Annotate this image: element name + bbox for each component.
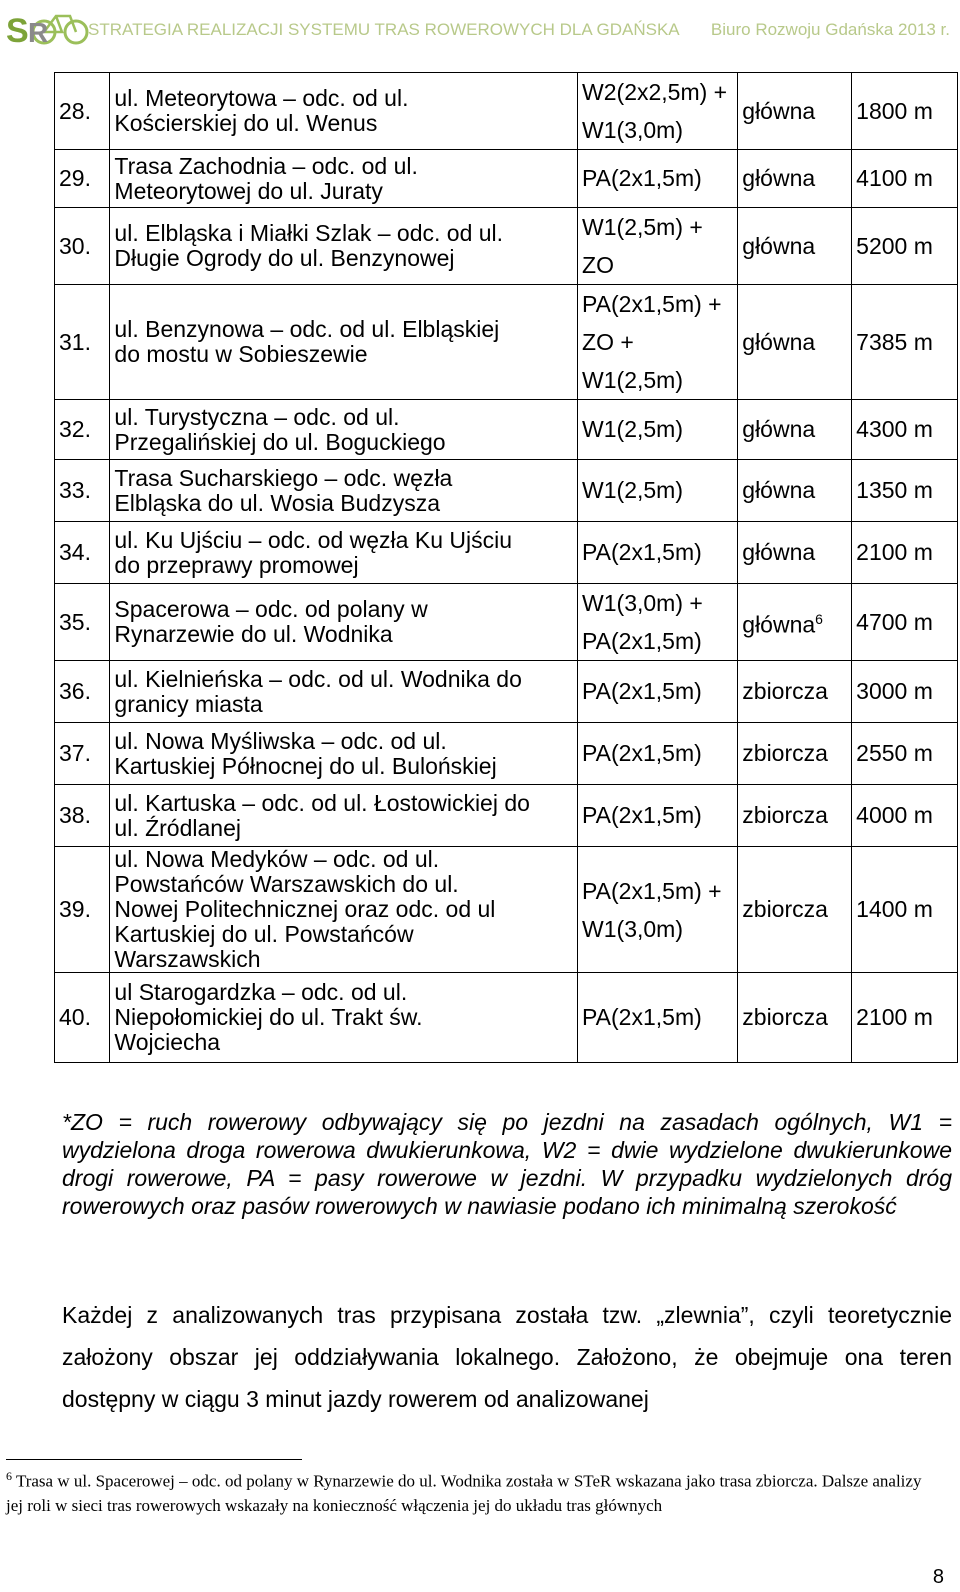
route-name-line: Trasa Sucharskiego – odc. węzła — [114, 464, 453, 491]
table-row — [55, 522, 958, 584]
route-class — [738, 584, 852, 661]
route-length: 2100 m — [852, 522, 958, 584]
table-row — [55, 785, 958, 847]
route-name-line: Rynarzewie do ul. Wodnika — [114, 621, 393, 647]
row-number: 31. — [55, 285, 110, 400]
route-name-line: ul. Meteorytowa – odc. od ul. — [114, 85, 409, 111]
route-name-line: Kartuskiej Północnej do ul. Bulońskiej — [114, 752, 497, 779]
route-type — [578, 785, 738, 847]
route-type-line: ZO + — [582, 329, 634, 355]
route-type — [578, 208, 738, 285]
route-class-label: główna — [742, 416, 816, 442]
route-class — [738, 522, 852, 584]
table-row — [55, 723, 958, 785]
route-name-line: granicy miasta — [114, 690, 263, 717]
route-name-line: do przeprawy promowej — [114, 551, 359, 578]
route-name-line: Trasa Zachodnia – odc. od ul. — [114, 152, 418, 179]
route-name-line: ul. Kielnieńska – odc. od ul. Wodnika do — [114, 665, 522, 692]
legend-note: *ZO = ruch rowerowy odbywający się po jezdni na zasadach ogólnych, W1 = wydzielona droga rowerowa dwukierunkowa, W2 = dwie wydzielone dwukierunkowe drogi rowerowe, PA = pasy rowerowe w jezdni. W przypadku wydzielonych dróg rowerowych oraz pasów rowerowych w nawiasie podano ich minimalną szerokość — [62, 1109, 952, 1219]
route-type-line: PA(2x1,5m) — [582, 1004, 702, 1030]
route-length: 4700 m — [852, 584, 958, 661]
table-row — [55, 847, 958, 973]
route-type — [578, 150, 738, 208]
route-length: 2550 m — [852, 723, 958, 785]
table-row — [55, 661, 958, 723]
route-name-line: ul. Ku Ujściu – odc. od węzła Ku Ujściu — [114, 526, 512, 553]
row-number: 28. — [55, 73, 110, 150]
route-name-line: Elbląska do ul. Wosia Budzysza — [114, 489, 440, 516]
table-row — [55, 973, 958, 1063]
table-row — [55, 400, 958, 460]
route-type-line: PA(2x1,5m) + — [582, 877, 722, 904]
route-name-line: Meteorytowej do ul. Juraty — [114, 177, 383, 204]
route-class — [738, 973, 852, 1063]
row-number: 38. — [55, 785, 110, 847]
route-name-line: Powstańców Warszawskich do ul. — [114, 871, 459, 897]
page-number: 8 — [932, 1566, 944, 1588]
route-type — [578, 400, 738, 460]
route-class-label: zbiorcza — [742, 802, 828, 828]
route-length: 1800 m — [852, 73, 958, 150]
row-number: 36. — [55, 661, 110, 723]
route-name — [110, 285, 578, 400]
route-type-line: PA(2x1,5m) + — [582, 291, 722, 317]
route-class — [738, 785, 852, 847]
route-name-line: Spacerowa – odc. od polany w — [114, 596, 428, 622]
row-number: 37. — [55, 723, 110, 785]
route-name — [110, 723, 578, 785]
route-name-line: ul. Benzynowa – odc. od ul. Elbląskiej — [114, 316, 500, 342]
route-class — [738, 400, 852, 460]
route-type — [578, 584, 738, 661]
route-name-line: Niepołomickiej do ul. Trakt św. — [114, 1004, 423, 1030]
route-type-line: W1(2,5m) + — [582, 214, 703, 240]
route-name — [110, 150, 578, 208]
route-type — [578, 973, 738, 1063]
route-name — [110, 208, 578, 285]
route-name-line: ul. Nowa Medyków – odc. od ul. — [114, 846, 440, 872]
route-class — [738, 208, 852, 285]
route-type — [578, 847, 738, 973]
route-class-label: główna — [742, 328, 816, 355]
route-type — [578, 661, 738, 723]
document-title: STRATEGIA REALIZACJI SYSTEMU TRAS ROWEROWYCH DLA GDAŃSKA — [88, 20, 680, 39]
route-type-line: PA(2x1,5m) — [582, 539, 702, 565]
route-length: 4300 m — [852, 400, 958, 460]
route-name — [110, 785, 578, 847]
route-type-line: PA(2x1,5m) — [582, 628, 702, 654]
route-length: 4000 m — [852, 785, 958, 847]
route-class-label: główna — [742, 611, 816, 638]
route-name — [110, 522, 578, 584]
route-type-line: PA(2x1,5m) — [582, 802, 702, 828]
route-length: 7385 m — [852, 285, 958, 400]
table-row — [55, 584, 958, 661]
route-type-line: PA(2x1,5m) — [582, 678, 702, 704]
footnote — [6, 1464, 926, 1518]
route-name — [110, 584, 578, 661]
routes-table — [54, 72, 958, 1063]
footnote-text: Trasa w ul. Spacerowej – odc. od polany w Rynarzewie do ul. Wodnika została w STeR wskazana jako trasa zbiorcza. Dalsze analizy jej roli w sieci tras rowerowych wskazały na konieczność włączenia jej do układu tras głównych — [6, 1471, 922, 1515]
route-class — [738, 285, 852, 400]
route-type-line: W1(2,5m) — [582, 477, 683, 503]
route-name — [110, 847, 578, 973]
route-class-label: główna — [742, 539, 816, 565]
route-class-label: główna — [742, 477, 816, 503]
route-length: 1400 m — [852, 847, 958, 973]
route-class — [738, 723, 852, 785]
route-length: 2100 m — [852, 973, 958, 1063]
route-class — [738, 661, 852, 723]
row-number: 35. — [55, 584, 110, 661]
route-type-line: W1(3,0m) — [582, 117, 683, 143]
route-name-line: Przegalińskiej do ul. Boguckiego — [114, 428, 446, 455]
route-name-line: ul. Elbląska i Miałki Szlak – odc. od ul. — [114, 220, 504, 246]
footnote-divider — [6, 1459, 302, 1460]
route-type-line: W1(3,0m) — [582, 915, 683, 942]
route-name-line: Kartuskiej do ul. Powstańców — [114, 921, 414, 947]
route-class-label: główna — [742, 232, 816, 259]
svg-text:R: R — [28, 17, 49, 46]
route-name — [110, 400, 578, 460]
route-name-line: Wojciecha — [114, 1029, 221, 1055]
route-name — [110, 73, 578, 150]
page-header — [0, 0, 960, 62]
route-class — [738, 73, 852, 150]
route-name — [110, 460, 578, 522]
route-type — [578, 723, 738, 785]
footnote-mark: 6 — [6, 1469, 12, 1483]
route-class-label: zbiorcza — [742, 740, 828, 766]
route-type-line: W2(2x2,5m) + — [582, 79, 728, 105]
route-name-line: Nowej Politechnicznej oraz odc. od ul — [114, 896, 496, 922]
row-number: 32. — [55, 400, 110, 460]
route-length: 1350 m — [852, 460, 958, 522]
route-type-line: ZO — [582, 252, 614, 278]
route-name-line: ul Starogardzka – odc. od ul. — [114, 979, 408, 1005]
route-class-label: zbiorcza — [742, 896, 828, 922]
route-name-line: ul. Turystyczna – odc. od ul. — [114, 403, 400, 430]
route-name-line: Długie Ogrody do ul. Benzynowej — [114, 245, 455, 271]
route-class-label: zbiorcza — [742, 678, 828, 704]
route-length: 3000 m — [852, 661, 958, 723]
route-name-line: ul. Nowa Myśliwska – odc. od ul. — [114, 727, 447, 754]
row-number: 30. — [55, 208, 110, 285]
route-class-label: zbiorcza — [742, 1004, 828, 1030]
row-number: 29. — [55, 150, 110, 208]
route-class-label: główna — [742, 165, 816, 191]
route-class-label: główna — [742, 97, 816, 124]
table-row — [55, 73, 958, 150]
route-name-line: ul. Źródlanej — [114, 814, 241, 841]
route-type — [578, 460, 738, 522]
route-type-line: W1(2,5m) — [582, 416, 683, 442]
route-type — [578, 522, 738, 584]
route-name-line: Warszawskich — [114, 946, 261, 972]
route-type-line: PA(2x1,5m) — [582, 165, 702, 191]
bike-logo-icon — [4, 2, 100, 46]
route-class — [738, 150, 852, 208]
route-name-line: Kościerskiej do ul. Wenus — [114, 110, 378, 136]
row-number: 34. — [55, 522, 110, 584]
route-class — [738, 847, 852, 973]
row-number: 39. — [55, 847, 110, 973]
table-row — [55, 460, 958, 522]
route-name-line: do mostu w Sobieszewie — [114, 341, 368, 367]
route-length: 5200 m — [852, 208, 958, 285]
table-row — [55, 285, 958, 400]
table-row — [55, 150, 958, 208]
route-name — [110, 973, 578, 1063]
route-type — [578, 73, 738, 150]
route-type — [578, 285, 738, 400]
row-number: 40. — [55, 973, 110, 1063]
route-type-line: W1(3,0m) + — [582, 590, 703, 616]
route-name-line: ul. Kartuska – odc. od ul. Łostowickiej do — [114, 789, 530, 816]
route-length: 4100 m — [852, 150, 958, 208]
footnote-ref: 6 — [815, 610, 823, 627]
route-type-line: W1(2,5m) — [582, 367, 683, 393]
row-number: 33. — [55, 460, 110, 522]
body-paragraph: Każdej z analizowanych tras przypisana została tzw. „zlewnia”, czyli teoretycznie założony obszar jej oddziaływania lokalnego. Założono, że obejmuje ona teren dostępny w ciągu 3 minut jazdy rowerem od analizowanej — [62, 1302, 952, 1412]
route-type-line: PA(2x1,5m) — [582, 740, 702, 766]
table-row — [55, 208, 958, 285]
route-class — [738, 460, 852, 522]
route-name — [110, 661, 578, 723]
document-org: Biuro Rozwoju Gdańska 2013 r. — [710, 20, 950, 39]
svg-text:S: S — [6, 12, 29, 46]
